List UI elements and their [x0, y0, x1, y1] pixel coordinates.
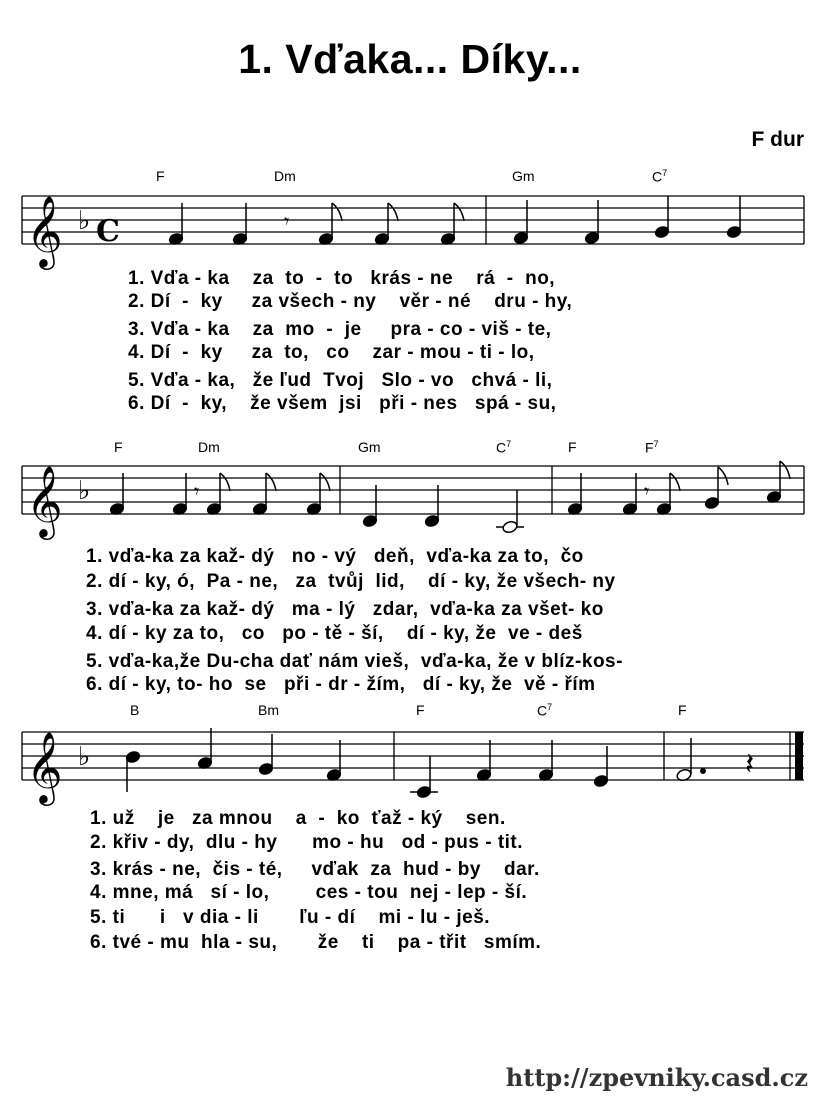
chord-root: F [645, 439, 654, 456]
common-time-icon: C [96, 214, 120, 249]
chord-root: C [537, 702, 548, 719]
lyric-line: 5. Vďa - ka, že ľud Tvoj Slo - vo chvá - li, [128, 370, 553, 391]
lyric-line: 5. vďa-ka,že Du-cha dať nám vieš, vďa-ka, že v blíz-kos- [86, 651, 623, 672]
lyric-line: 3. krás - ne, čis - té, vďak za hud - by dar. [90, 859, 540, 880]
chord-dm: Dm [274, 168, 296, 184]
notes-system-3 [125, 728, 705, 799]
chord-c7 [537, 702, 552, 719]
lyric-line: 3. Vďa - ka za mo - je pra - co - viš - te, [128, 319, 552, 340]
chord-dm: Dm [198, 439, 220, 455]
song-title: 1. Vďaka... Díky... [238, 36, 582, 82]
staff-2 [22, 466, 804, 514]
treble-clef-icon: 𝄞 [26, 464, 63, 537]
chord-root: C [496, 439, 507, 456]
lyric-line: 2. křiv - dy, dlu - hy mo - hu od - pus - tit. [90, 832, 524, 853]
eighth-rest-icon: 𝄾 [194, 481, 200, 503]
flat-icon: ♭ [78, 742, 91, 772]
lyric-line: 4. dí - ky za to, co po - tě - ší, dí - ky, že ve - deš [86, 623, 583, 644]
lyric-line: 4. Dí - ky za to, co zar - mou - ti - lo, [128, 342, 535, 363]
chord-c7 [652, 168, 667, 185]
treble-clef-icon: 𝄞 [26, 194, 63, 267]
chord-c7 [496, 439, 511, 456]
chord-extension: 7 [662, 168, 668, 178]
lyric-line: 3. vďa-ka za kaž- dý ma - lý zdar, vďa-ka za všet- ko [86, 599, 604, 620]
chord-bm: Bm [258, 702, 279, 718]
lyric-line: 2. dí - ky, ó, Pa - ne, za tvůj lid, dí - ky, že všech- ny [86, 571, 616, 592]
source-url[interactable]: http://zpevniky.casd.cz [505, 1063, 808, 1092]
lyric-line: 2. Dí - ky za všech - ny věr - né dru - hy, [128, 291, 573, 312]
chord-f7 [645, 439, 659, 456]
chord-f: F [568, 439, 577, 455]
lyric-line: 6. dí - ky, to- ho se při - dr - žím, dí - ky, že vě - řím [86, 674, 596, 695]
treble-clef-icon: 𝄞 [26, 730, 63, 803]
lyric-line: 1. Vďa - ka za to - to krás - ne rá - no, [128, 268, 556, 289]
key-signature-label: F dur [751, 128, 804, 151]
notes-system-1 [168, 196, 741, 246]
quarter-rest-icon: 𝄽 [745, 747, 755, 782]
chord-extension: 7 [653, 439, 659, 449]
chord-extension: 7 [506, 439, 512, 449]
lyric-line: 1. vďa-ka za kaž- dý no - vý deň, vďa-ka za to, čo [86, 546, 584, 567]
flat-icon: ♭ [78, 476, 91, 506]
flat-icon: ♭ [78, 206, 91, 236]
lyric-line: 1. už je za mnou a - ko ťaž - ký sen. [90, 808, 506, 829]
chord-f: F [416, 702, 425, 718]
chord-f: F [114, 439, 123, 455]
lyric-line: 5. ti i v dia - li ľu - dí mi - lu - ješ. [90, 907, 491, 928]
chord-gm: Gm [358, 439, 381, 455]
chord-gm: Gm [512, 168, 535, 184]
lyric-line: 4. mne, má sí - lo, ces - tou nej - lep - ší. [90, 882, 528, 903]
lyric-line: 6. tvé - mu hla - su, že ti pa - třit smím. [90, 932, 542, 953]
final-barline [795, 732, 803, 780]
chord-root: C [652, 168, 663, 185]
staff-1 [22, 196, 804, 244]
eighth-rest-icon: 𝄾 [644, 481, 650, 503]
chord-extension: 7 [547, 702, 553, 712]
notes-system-2 [109, 461, 790, 534]
chord-f: F [678, 702, 687, 718]
eighth-rest-icon: 𝄾 [284, 211, 290, 233]
chord-f: F [156, 168, 165, 184]
chord-b: B [130, 702, 140, 718]
lyric-line: 6. Dí - ky, že všem jsi při - nes spá - su, [128, 393, 557, 414]
